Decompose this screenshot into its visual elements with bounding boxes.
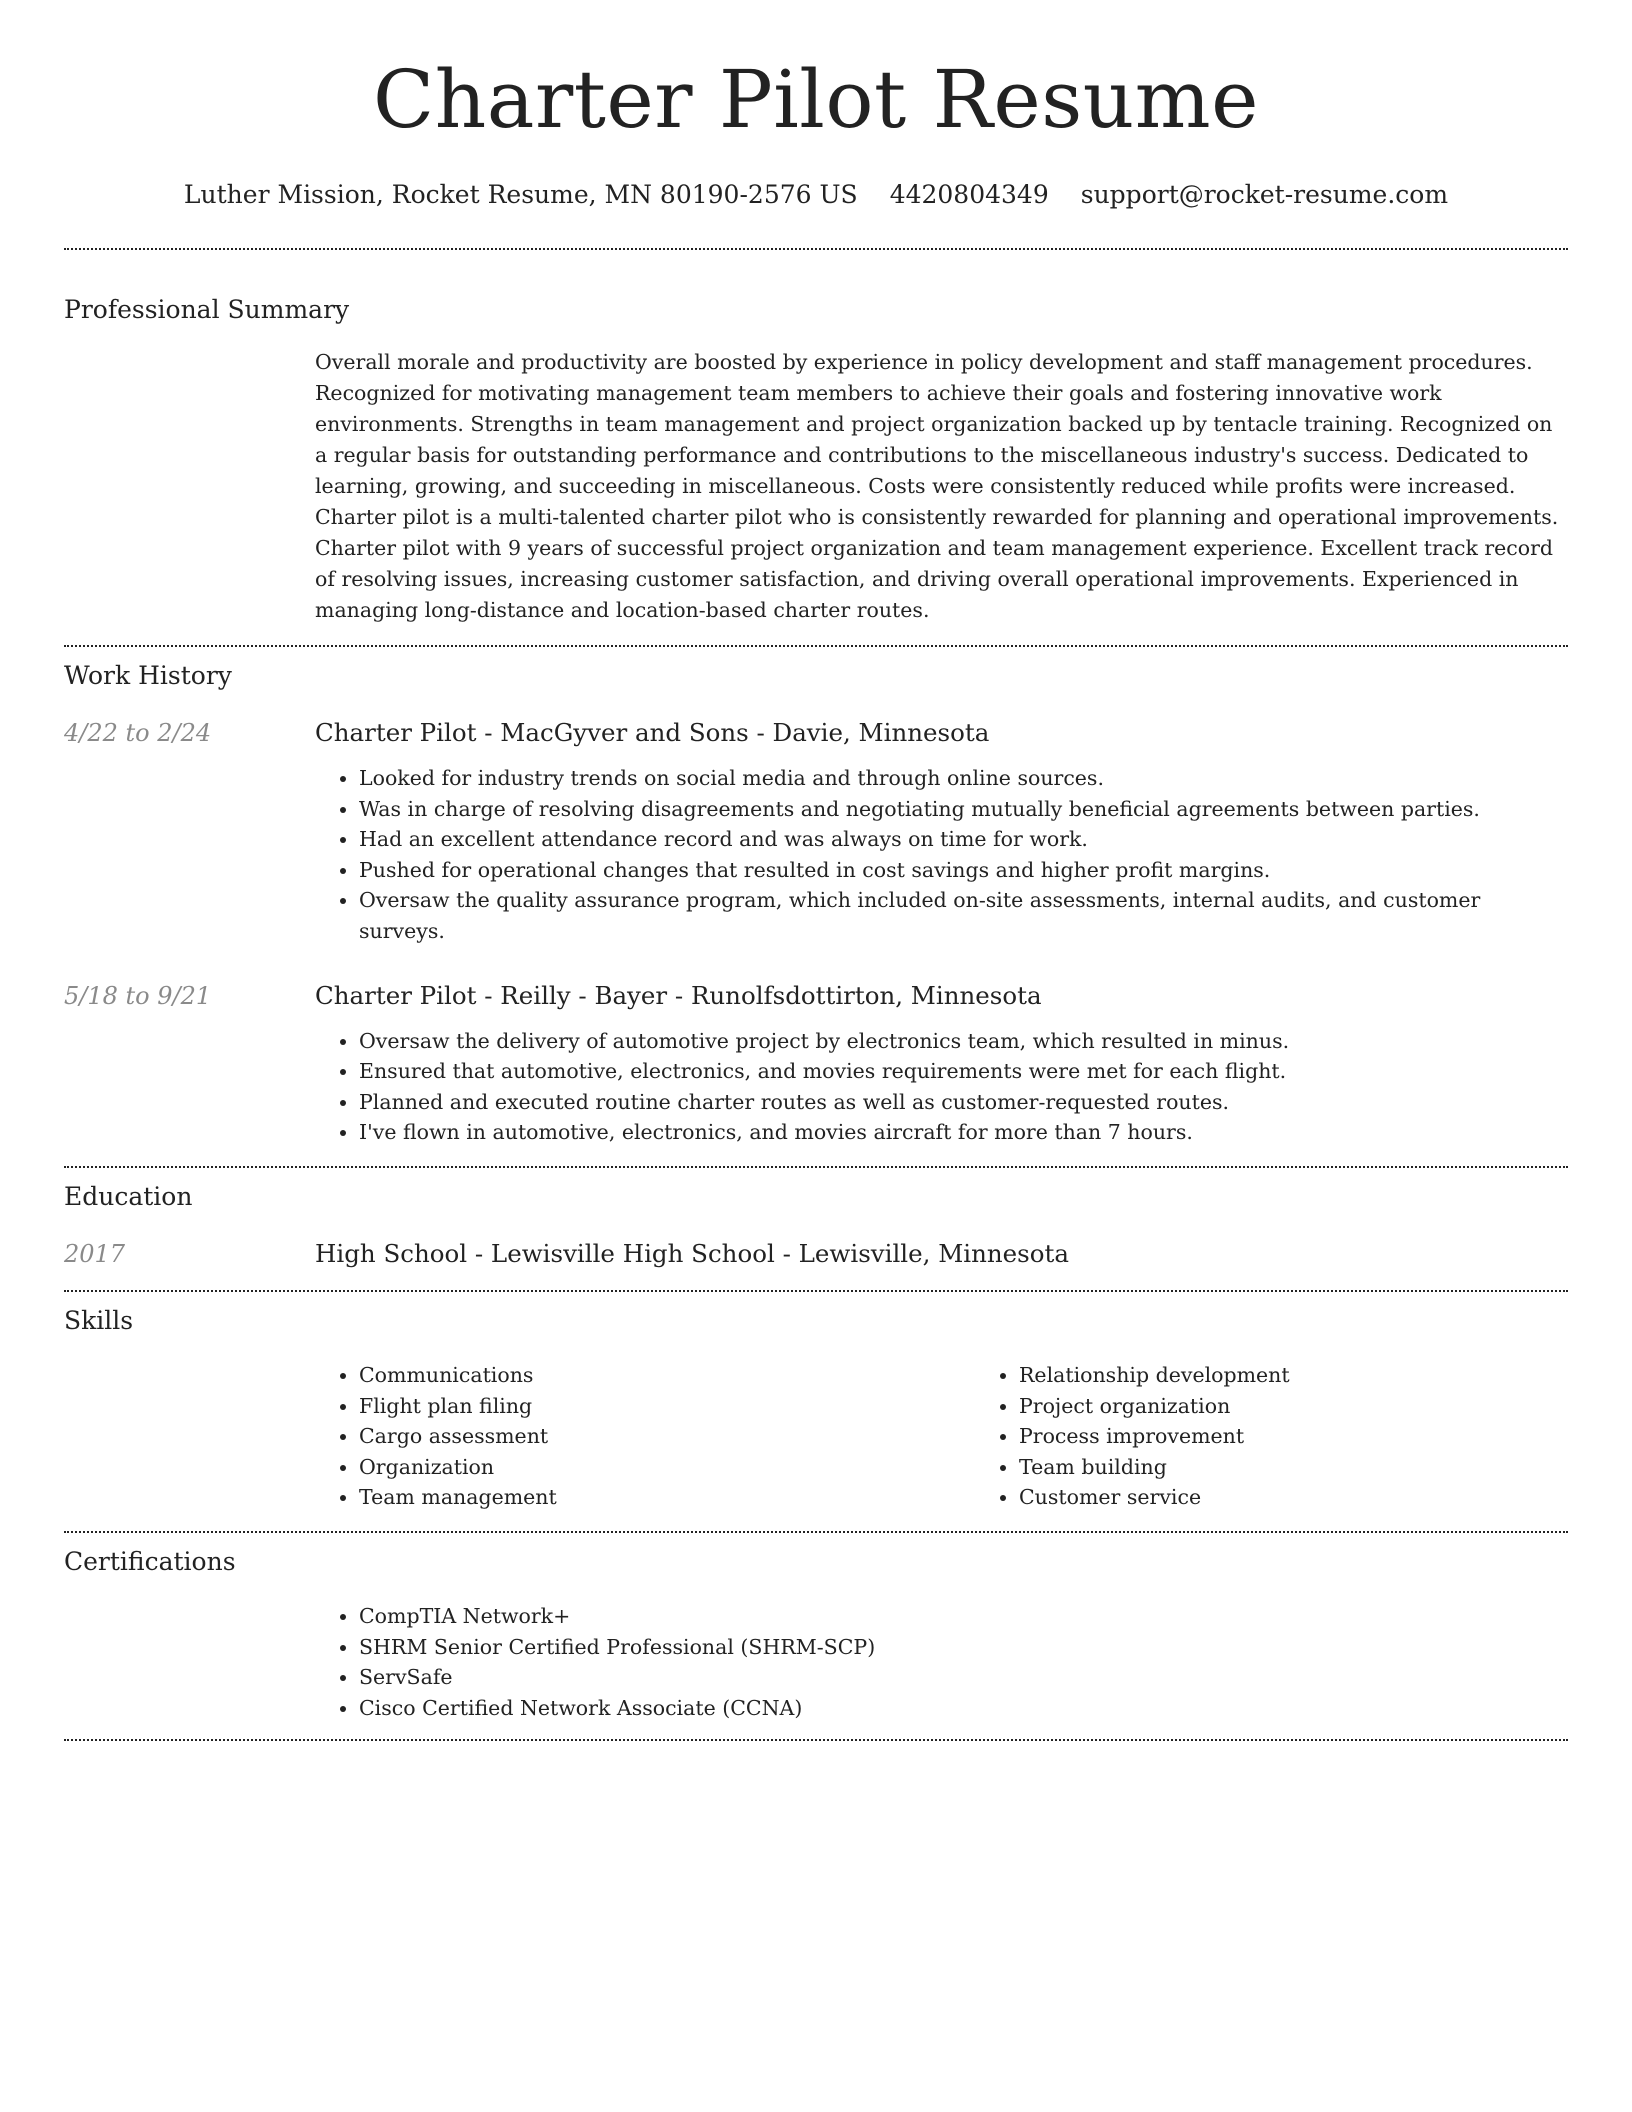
job-entry: [64, 717, 1568, 947]
certifications-section: [64, 1545, 1568, 1723]
section-divider: [64, 1531, 1568, 1533]
work-history-section: [64, 659, 1568, 1148]
certification-item: • CompTIA Network+: [359, 1601, 1568, 1632]
skill-item: • Relationship development: [1019, 1360, 1632, 1391]
contact-address: Luther Mission, Rocket Resume, MN 80190-2576 US: [183, 180, 858, 209]
summary-section: [64, 293, 1568, 626]
summary-heading: Professional Summary: [64, 295, 350, 324]
job-bullets: [315, 1026, 1568, 1148]
contact-email: support@rocket-resume.com: [1080, 180, 1449, 209]
skills-list-right: [975, 1360, 1632, 1513]
list-item: • Oversaw the quality assurance program, which included on-site assessments, internal audits, and customer surveys.: [359, 885, 1568, 946]
section-divider: [64, 645, 1568, 647]
list-item: • Oversaw the delivery of automotive project by electronics team, which resulted in minus.: [359, 1026, 1568, 1057]
job-entry: [64, 980, 1568, 1148]
skill-item: • Team building: [1019, 1452, 1632, 1483]
skills-section: [64, 1304, 1568, 1513]
contact-line: [64, 178, 1568, 212]
section-divider: [64, 248, 1568, 250]
resume-title: Charter Pilot Resume: [373, 53, 1259, 146]
skills-list-left: [315, 1360, 975, 1513]
list-item: • Planned and executed routine charter routes as well as customer-requested routes.: [359, 1087, 1568, 1118]
education-heading: Education: [64, 1181, 193, 1211]
job-dates: 5/18 to 9/21: [64, 981, 212, 1010]
education-title: High School - Lewisville High School - Lewisville, Minnesota: [315, 1238, 1069, 1268]
job-title: Charter Pilot - Reilly - Bayer - Runolfsdottirton, Minnesota: [315, 980, 1042, 1010]
section-divider: [64, 1290, 1568, 1292]
education-section: [64, 1180, 1568, 1270]
job-dates: 4/22 to 2/24: [64, 719, 212, 747]
list-item: • Had an excellent attendance record and was always on time for work.: [359, 824, 1568, 855]
skill-item: • Process improvement: [1019, 1421, 1632, 1452]
skills-heading: Skills: [64, 1305, 134, 1335]
work-history-heading: Work History: [64, 661, 232, 690]
skill-item: • Communications: [359, 1360, 975, 1391]
section-divider: [64, 1739, 1568, 1741]
certifications-list: [315, 1601, 1568, 1723]
skill-item: • Flight plan filing: [359, 1391, 975, 1422]
section-divider: [64, 1166, 1568, 1168]
summary-text: Overall morale and productivity are boosted by experience in policy development and staff management procedures. Recognized for motivating management team members to achieve their goals and fostering innovative work environments. Strengths in team management and project organization backed up by tentacle training. Recognized on a regular basis for outstanding performance and contributions to the miscellaneous industry's success. Dedicated to learning, growing, and succeeding in miscellaneous. Costs were consistently reduced while profits were increased. Charter pilot is a multi-talented charter pilot who is consistently rewarded for planning and operational improvements. Charter pilot with 9 years of successful project organization and team management experience. Excellent track record of resolving issues, increasing customer satisfaction, and driving overall operational improvements. Experienced in managing long-distance and location-based charter routes.: [315, 350, 1559, 622]
certification-item: • SHRM Senior Certified Professional (SHRM-SCP): [359, 1632, 1568, 1663]
education-year: 2017: [64, 1239, 126, 1268]
certification-item: • Cisco Certified Network Associate (CCNA): [359, 1693, 1568, 1724]
list-item: • Looked for industry trends on social media and through online sources.: [359, 763, 1568, 794]
list-item: • Pushed for operational changes that resulted in cost savings and higher profit margins.: [359, 855, 1568, 886]
contact-phone: 4420804349: [889, 180, 1049, 209]
certifications-heading: Certifications: [64, 1546, 236, 1576]
job-title: Charter Pilot - MacGyver and Sons - Davie, Minnesota: [315, 718, 990, 747]
skill-item: • Project organization: [1019, 1391, 1632, 1422]
list-item: • I've flown in automotive, electronics, and movies aircraft for more than 7 hours.: [359, 1117, 1568, 1148]
list-item: • Ensured that automotive, electronics, and movies requirements were met for each flight.: [359, 1056, 1568, 1087]
certification-item: • ServSafe: [359, 1662, 1568, 1693]
skill-item: • Team management: [359, 1482, 975, 1513]
skill-item: • Organization: [359, 1452, 975, 1483]
job-bullets: [315, 763, 1568, 947]
skill-item: • Cargo assessment: [359, 1421, 975, 1452]
skill-item: • Customer service: [1019, 1482, 1632, 1513]
list-item: • Was in charge of resolving disagreements and negotiating mutually beneficial agreements between parties.: [359, 794, 1568, 825]
